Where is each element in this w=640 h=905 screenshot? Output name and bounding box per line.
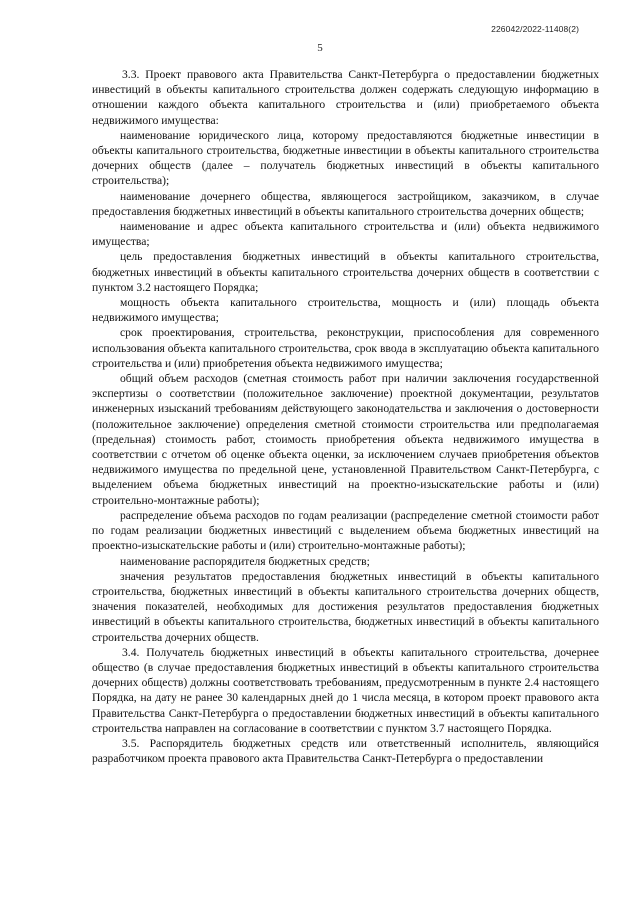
- list-item-legal-entity-name: наименование юридического лица, которому предоставляются бюджетные инвестиции в объекты капитального строительства, бюджетные инвестиции в объекты капитального строительства дочерних обществ (далее – получатель бюджетных инвестиций в объекты капитального строительства);: [92, 128, 599, 188]
- paragraph-3-5: 3.5. Распорядитель бюджетных средств или ответственный исполнитель, являющийся разработчиком проекта правового акта Правительства Санкт-Петербурга о предоставлении: [92, 736, 599, 766]
- list-item-subsidiary-name: наименование дочернего общества, являющегося застройщиком, заказчиком, в случае предоставления бюджетных инвестиций в объекты капитального строительства дочерних обществ;: [92, 189, 599, 218]
- list-item-expense-distribution: распределение объема расходов по годам реализации (распределение сметной стоимости работ по годам реализации бюджетных инвестиций с выделением объема бюджетных инвестиций на проектно-изыскательские работы и (или) строительно-монтажные работы);: [92, 508, 599, 553]
- list-item-total-expenses: общий объем расходов (сметная стоимость работ при наличии заключения государственной экспертизы о соответствии (положительное заключение) проектной документации, результатов инженерных изысканий требованиям действующего законодательства и заключения о достоверности (положительное заключение) определения сметной стоимости строительства или предполагаемая (предельная) стоимость работ, стоимость приобретения объекта недвижимого имущества в соответствии с отчетом об оценке объекта оценки, за исключением случаев приобретения объектов недвижимого имущества по предельной цене, установленной Правительством Санкт-Петербурга, с выделением объема бюджетных инвестиций на проектно-изыскательские работы и (или) строительно-монтажные работы);: [92, 372, 599, 507]
- list-item-object-name-address: наименование и адрес объекта капитального строительства и (или) объекта недвижимого имущества;: [92, 220, 599, 249]
- list-item-investment-purpose: цель предоставления бюджетных инвестиций в объекты капитального строительства, бюджетных инвестиций в объекты капитального строительства дочерних обществ в соответствии с пунктом 3.2 настоящего Порядка;: [92, 250, 599, 294]
- paragraph-3-4: 3.4. Получатель бюджетных инвестиций в объекты капитального строительства, дочернее общество (в случае предоставления бюджетных инвестиций в объекты капитального строительства дочерних обществ) должны соответствовать требованиям, предусмотренным в пункте 2.4 настоящего Порядка, на дату не ранее 30 календарных дней до 1 числа месяца, в котором проект правового акта Правительства Санкт-Петербурга о предоставлении бюджетных инвестиций в объекты капитального строительства направлен на согласование в соответствии с пунктом 3.7 настоящего Порядка.: [92, 645, 599, 735]
- list-item-design-construction-term: срок проектирования, строительства, реконструкции, приспособления для современного использования объекта капитального строительства, срок ввода в эксплуатацию объекта капитального строительства и (или) приобретения объекта недвижимого имущества;: [92, 326, 599, 370]
- document-body: [92, 67, 599, 766]
- list-item-result-values: значения результатов предоставления бюджетных инвестиций в объекты капитального строительства, бюджетных инвестиций в объекты капитального строительства дочерних обществ, значения показателей, необходимых для достижения результатов предоставления бюджетных инвестиций в объекты капитального строительства, бюджетных инвестиций в объекты капитального строительства дочерних обществ.: [92, 569, 599, 644]
- list-item-budget-manager-name: наименование распорядителя бюджетных средств;: [120, 554, 370, 568]
- list-item-object-capacity: мощность объекта капитального строительства, мощность и (или) площадь объекта недвижимого имущества;: [92, 296, 599, 325]
- document-id: 226042/2022-11408(2): [491, 24, 579, 34]
- paragraph-3-3: 3.3. Проект правового акта Правительства Санкт-Петербурга о предоставлении бюджетных инвестиций в объекты капитального строительства должен содержать следующую информацию в отношении каждого объекта капитального строительства и (или) приобретаемого объекта недвижимого имущества:: [92, 68, 599, 127]
- page-number: 5: [317, 42, 323, 54]
